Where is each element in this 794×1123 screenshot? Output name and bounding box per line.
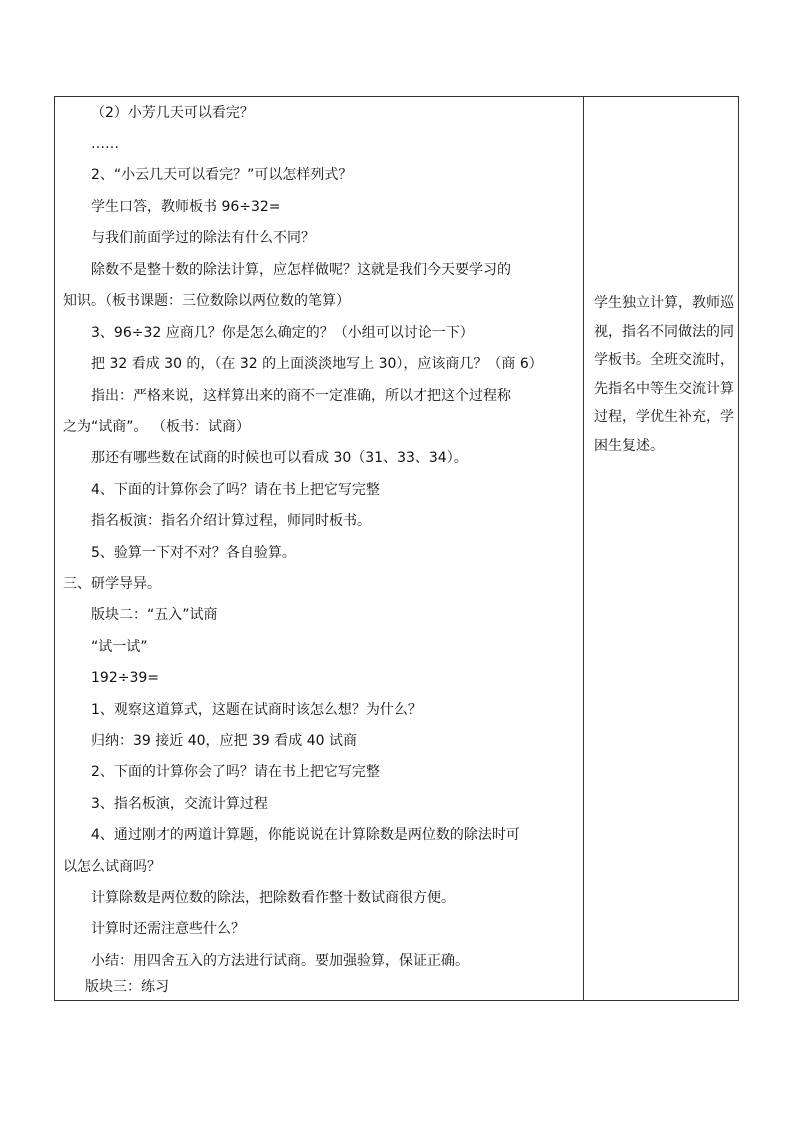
text-line: （2）小芳几天可以看完？ [91, 105, 254, 121]
text-line: 4、下面的计算你会了吗？请在书上把它写完整 [91, 482, 380, 498]
text-line: 知识。（板书课题：三位数除以两位数的笔算） [63, 293, 350, 309]
text-line: “试一试” [91, 639, 148, 655]
text-line: 4、通过刚才的两道计算题，你能说说在计算除数是两位数的除法时可 [91, 827, 520, 843]
text-line: 计算时还需注意些什么？ [91, 921, 245, 937]
student-activity-text: 学生独立计算，教师巡视，指名不同做法的同学板书。全班交流时，先指名中等生交流计算过程，学优生补充，学困生复述。 [594, 295, 734, 454]
text-line: 归纳：39 接近 40，应把 39 看成 40 试商 [91, 733, 357, 749]
text-line: 3、96÷32 应商几？你是怎么确定的？（小组可以讨论一下） [91, 325, 474, 341]
text-line: …… [91, 136, 119, 152]
text-line: 那还有哪些数在试商的时候也可以看成 30（31、33、34）。 [91, 450, 468, 466]
text-line: 之为“试商”。 （板书：试商） [63, 419, 250, 435]
text-line: 5、验算一下对不对？各自验算。 [91, 545, 296, 561]
lesson-plan-table [54, 96, 739, 1001]
block-heading: 版块二：“五入”试商 [91, 607, 218, 623]
text-line: 2、下面的计算你会了吗？请在书上把它写完整 [91, 764, 380, 780]
text-line: 192÷39= [91, 670, 159, 686]
text-line: 与我们前面学过的除法有什么不同？ [91, 230, 315, 246]
text-line: 1、观察这道算式，这题在试商时该怎么想？为什么？ [91, 702, 422, 718]
block-heading: 版块三：练习 [85, 979, 169, 995]
text-line: 学生口答，教师板书 96÷32= [91, 199, 281, 215]
text-line: 以怎么试商吗？ [63, 859, 161, 875]
text-line: 2、“小云几天可以看完？”可以怎样列式？ [91, 167, 353, 183]
text-line: 指名板演：指名介绍计算过程，师同时板书。 [91, 513, 371, 529]
text-line: 计算除数是两位数的除法，把除数看作整十数试商很方便。 [91, 890, 455, 906]
section-heading: 三、研学导异。 [63, 576, 161, 592]
text-line: 除数不是整十数的除法计算，应怎样做呢？这就是我们今天要学习的 [91, 262, 511, 278]
text-line: 把 32 看成 30 的，（在 32 的上面淡淡地写上 30），应该商几？（商 6） [91, 356, 543, 372]
student-activity-cell [584, 97, 739, 1000]
teaching-process-cell [55, 97, 583, 1000]
text-line: 小结：用四舍五入的方法进行试商。要加强验算，保证正确。 [91, 953, 469, 969]
text-line: 3、指名板演，交流计算过程 [91, 796, 268, 812]
text-line: 指出：严格来说，这样算出来的商不一定准确，所以才把这个过程称 [91, 388, 511, 404]
